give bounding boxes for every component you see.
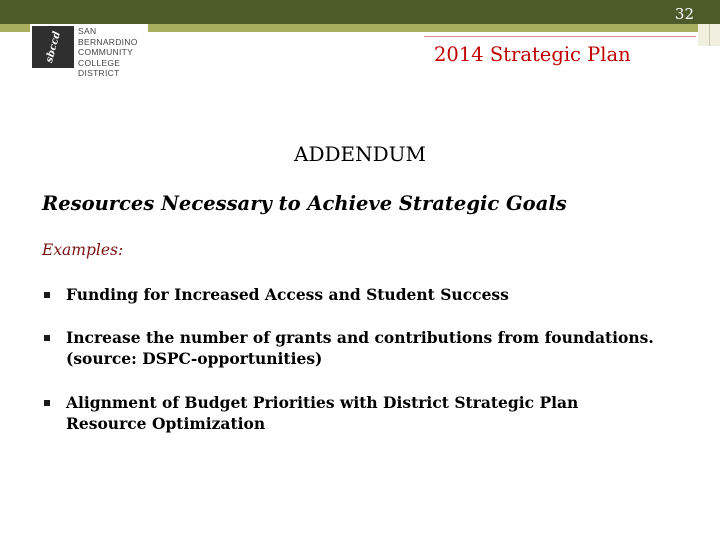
square-bullet-icon — [44, 400, 50, 406]
logo-line: DISTRICT — [78, 68, 120, 78]
corner-accent-line — [709, 24, 710, 46]
plan-title: 2014 Strategic Plan — [424, 36, 696, 72]
examples-label: Examples: — [42, 241, 124, 259]
logo-line: SAN BERNARDINO — [78, 26, 138, 47]
header-bar — [0, 0, 720, 24]
list-item — [42, 327, 712, 369]
list-item-text: (source: DSPC-opportunities) — [66, 349, 323, 368]
list-item-text: Funding for Increased Access and Student Success — [66, 285, 509, 304]
list-item-text: Alignment of Budget Priorities with District Strategic Plan — [66, 393, 579, 412]
square-bullet-icon — [44, 292, 50, 298]
logo-mark-text: sbccd — [43, 30, 63, 64]
square-bullet-icon — [44, 335, 50, 341]
list-item-text: Resource Optimization — [66, 414, 266, 433]
district-logo — [30, 24, 148, 78]
slide-number: 32 — [674, 5, 694, 23]
bullet-list — [42, 284, 712, 434]
logo-text — [78, 26, 148, 79]
section-subtitle: Resources Necessary to Achieve Strategic Goals — [42, 192, 567, 215]
logo-mark-icon — [32, 26, 74, 68]
list-item — [42, 392, 712, 434]
list-item-text: Increase the number of grants and contributions from foundations. — [66, 328, 654, 347]
page-title: ADDENDUM — [294, 142, 426, 166]
logo-line: COLLEGE — [78, 57, 121, 68]
list-item — [42, 284, 712, 305]
logo-line: COMMUNITY — [78, 47, 134, 57]
